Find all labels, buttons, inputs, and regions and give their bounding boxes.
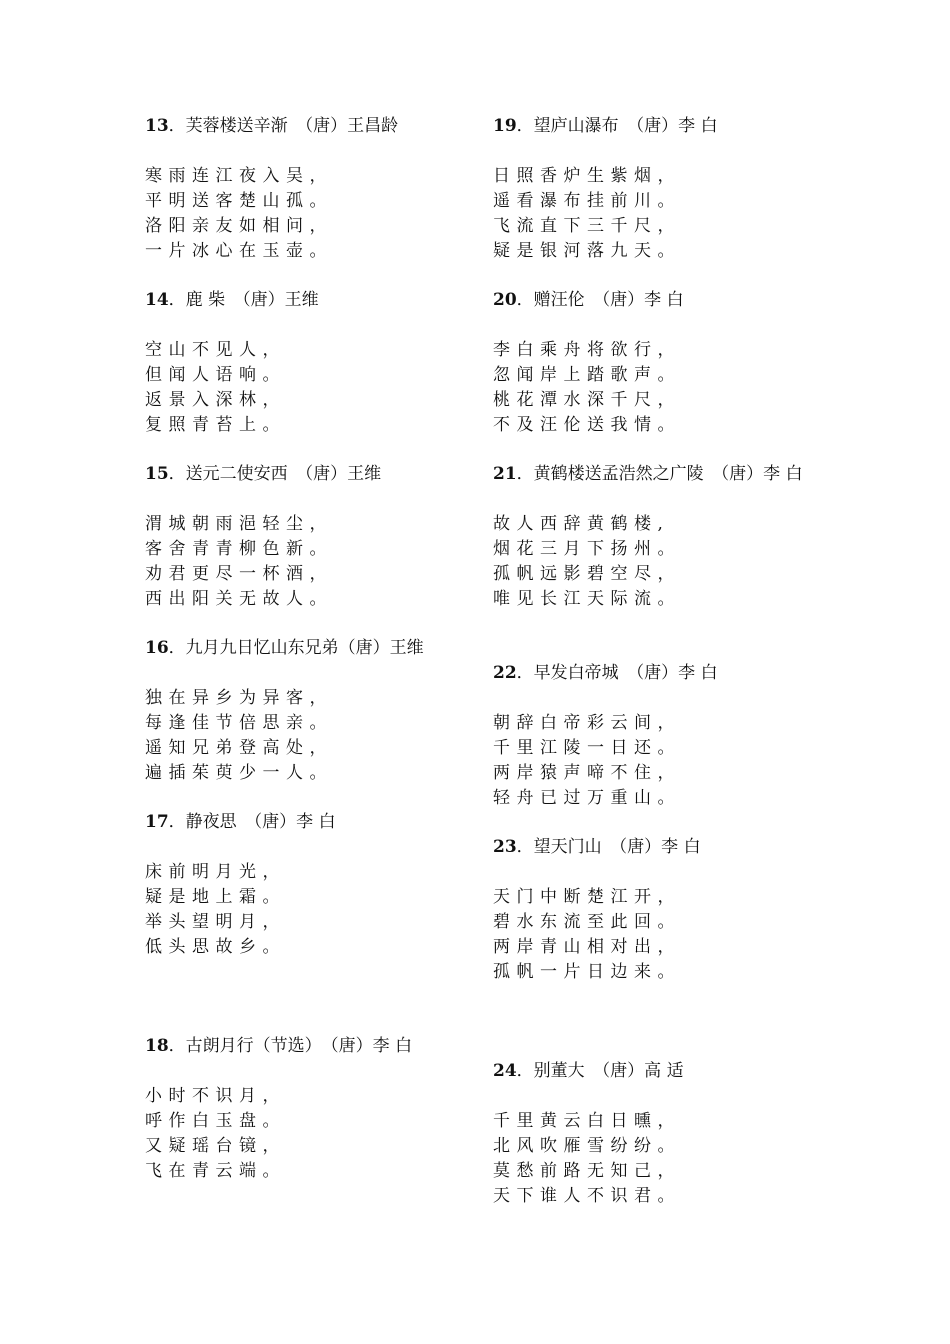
poem-heading: 21．黄鹤楼送孟浩然之广陵 （唐）李 白	[493, 464, 803, 484]
poem-number: 18	[145, 1036, 169, 1056]
poem-line: 碧水东流至此回。	[493, 912, 681, 932]
poem-line: 疑是地上霜。	[145, 887, 286, 907]
poem-number: 17	[145, 812, 169, 832]
poem-number: 14	[145, 290, 169, 310]
poem-heading: 19．望庐山瀑布 （唐）李 白	[493, 116, 718, 136]
poem-line: 返景入深林，	[145, 390, 286, 410]
poem-line: 小时不识月，	[145, 1086, 286, 1106]
poem-title: 望天门山 （唐）李 白	[533, 837, 701, 857]
poem-line: 空山不见人，	[145, 340, 286, 360]
poem-line: 飞在青云端。	[145, 1161, 286, 1181]
poem-title: 九月九日忆山东兄弟（唐）王维	[185, 638, 424, 658]
poem-line: 轻舟已过万重山。	[493, 788, 681, 808]
poem-heading: 17．静夜思 （唐）李 白	[145, 812, 336, 832]
poem-title: 鹿 柴 （唐）王维	[185, 290, 319, 310]
poem-line: 孤帆远影碧空尽，	[493, 564, 681, 584]
poem-line: 渭城朝雨浥轻尘，	[145, 514, 333, 534]
poem-line: 飞流直下三千尺，	[493, 216, 681, 236]
poem-number: 24	[493, 1061, 517, 1081]
poem-line: 莫愁前路无知己，	[493, 1161, 681, 1181]
poem-line: 李白乘舟将欲行，	[493, 340, 681, 360]
poem-title: 古朗月行（节选） （唐）李 白	[185, 1036, 413, 1056]
poem-line: 遍插茱萸少一人。	[145, 763, 333, 783]
poem-line: 千里黄云白日曛，	[493, 1111, 681, 1131]
poem-heading: 18．古朗月行（节选） （唐）李 白	[145, 1036, 413, 1056]
poem-13	[145, 114, 475, 264]
poem-16	[145, 636, 475, 786]
poem-heading: 15．送元二使安西 （唐）王维	[145, 464, 382, 484]
poem-line: 两岸猿声啼不住，	[493, 763, 681, 783]
poem-number: 23	[493, 837, 517, 857]
poem-number: 20	[493, 290, 517, 310]
poem-line: 寒雨连江夜入吴，	[145, 166, 333, 186]
poem-14	[145, 288, 475, 438]
poem-line: 劝君更尽一杯酒，	[145, 564, 333, 584]
poem-line: 烟花三月下扬州。	[493, 539, 681, 559]
poem-heading: 13．芙蓉楼送辛渐 （唐）王昌龄	[145, 116, 399, 136]
poem-line: 天门中断楚江开，	[493, 887, 681, 907]
poem-line: 又疑瑶台镜，	[145, 1136, 286, 1156]
poem-number: 13	[145, 116, 169, 136]
poem-line: 千里江陵一日还。	[493, 738, 681, 758]
poem-title: 黄鹤楼送孟浩然之广陵 （唐）李 白	[533, 464, 803, 484]
poem-line: 床前明月光，	[145, 862, 286, 882]
poem-title: 别董大 （唐）高 适	[533, 1061, 684, 1081]
poem-line: 不及汪伦送我情。	[493, 415, 681, 435]
poem-24	[493, 1059, 823, 1209]
poem-line: 平明送客楚山孤。	[145, 191, 333, 211]
poem-number: 21	[493, 464, 517, 484]
poem-heading: 14．鹿 柴 （唐）王维	[145, 290, 319, 310]
poem-title: 芙蓉楼送辛渐 （唐）王昌龄	[185, 116, 399, 136]
poem-line: 日照香炉生紫烟，	[493, 166, 681, 186]
poem-line: 天下谁人不识君。	[493, 1186, 681, 1206]
poem-line: 朝辞白帝彩云间，	[493, 713, 681, 733]
poem-title: 静夜思 （唐）李 白	[185, 812, 336, 832]
poem-number: 22	[493, 663, 517, 683]
poem-line: 一片冰心在玉壶。	[145, 241, 333, 261]
poem-title: 赠汪伦 （唐）李 白	[533, 290, 684, 310]
poem-21	[493, 462, 803, 612]
poem-heading: 16．九月九日忆山东兄弟（唐）王维	[145, 638, 424, 658]
poem-line: 孤帆一片日边来。	[493, 962, 681, 982]
poem-number: 16	[145, 638, 169, 658]
poem-line: 唯见长江天际流。	[493, 589, 681, 609]
poem-23	[493, 835, 823, 985]
poem-number: 19	[493, 116, 517, 136]
poem-line: 洛阳亲友如相问，	[145, 216, 333, 236]
poem-line: 但闻人语响。	[145, 365, 286, 385]
poem-number: 15	[145, 464, 169, 484]
poem-title: 送元二使安西 （唐）王维	[185, 464, 382, 484]
poem-title: 早发白帝城 （唐）李 白	[533, 663, 718, 683]
poem-line: 西出阳关无故人。	[145, 589, 333, 609]
poem-heading: 23．望天门山 （唐）李 白	[493, 837, 701, 857]
poem-20	[493, 288, 823, 438]
poem-line: 疑是银河落九天。	[493, 241, 681, 261]
poem-line: 故人西辞黄鹤楼,	[493, 514, 670, 534]
poem-line: 两岸青山相对出，	[493, 937, 681, 957]
poem-heading: 20．赠汪伦 （唐）李 白	[493, 290, 684, 310]
poem-line: 独在异乡为异客，	[145, 688, 333, 708]
poem-line: 遥看瀑布挂前川。	[493, 191, 681, 211]
poem-title: 望庐山瀑布 （唐）李 白	[533, 116, 718, 136]
poem-line: 呼作白玉盘。	[145, 1111, 286, 1131]
poem-line: 北风吹雁雪纷纷。	[493, 1136, 681, 1156]
poem-heading: 24．别董大 （唐）高 适	[493, 1061, 684, 1081]
poem-line: 客舍青青柳色新。	[145, 539, 333, 559]
poem-line: 每逢佳节倍思亲。	[145, 713, 333, 733]
poem-line: 桃花潭水深千尺，	[493, 390, 681, 410]
poem-22	[493, 661, 823, 811]
poem-line: 举头望明月，	[145, 912, 286, 932]
poem-line: 复照青苔上。	[145, 415, 286, 435]
poem-19	[493, 114, 823, 264]
poem-line: 低头思故乡。	[145, 937, 286, 957]
poem-18	[145, 1034, 475, 1184]
poem-heading: 22．早发白帝城 （唐）李 白	[493, 663, 718, 683]
poem-17	[145, 810, 475, 960]
poem-line: 遥知兄弟登高处，	[145, 738, 333, 758]
poem-line: 忽闻岸上踏歌声。	[493, 365, 681, 385]
poem-15	[145, 462, 475, 612]
